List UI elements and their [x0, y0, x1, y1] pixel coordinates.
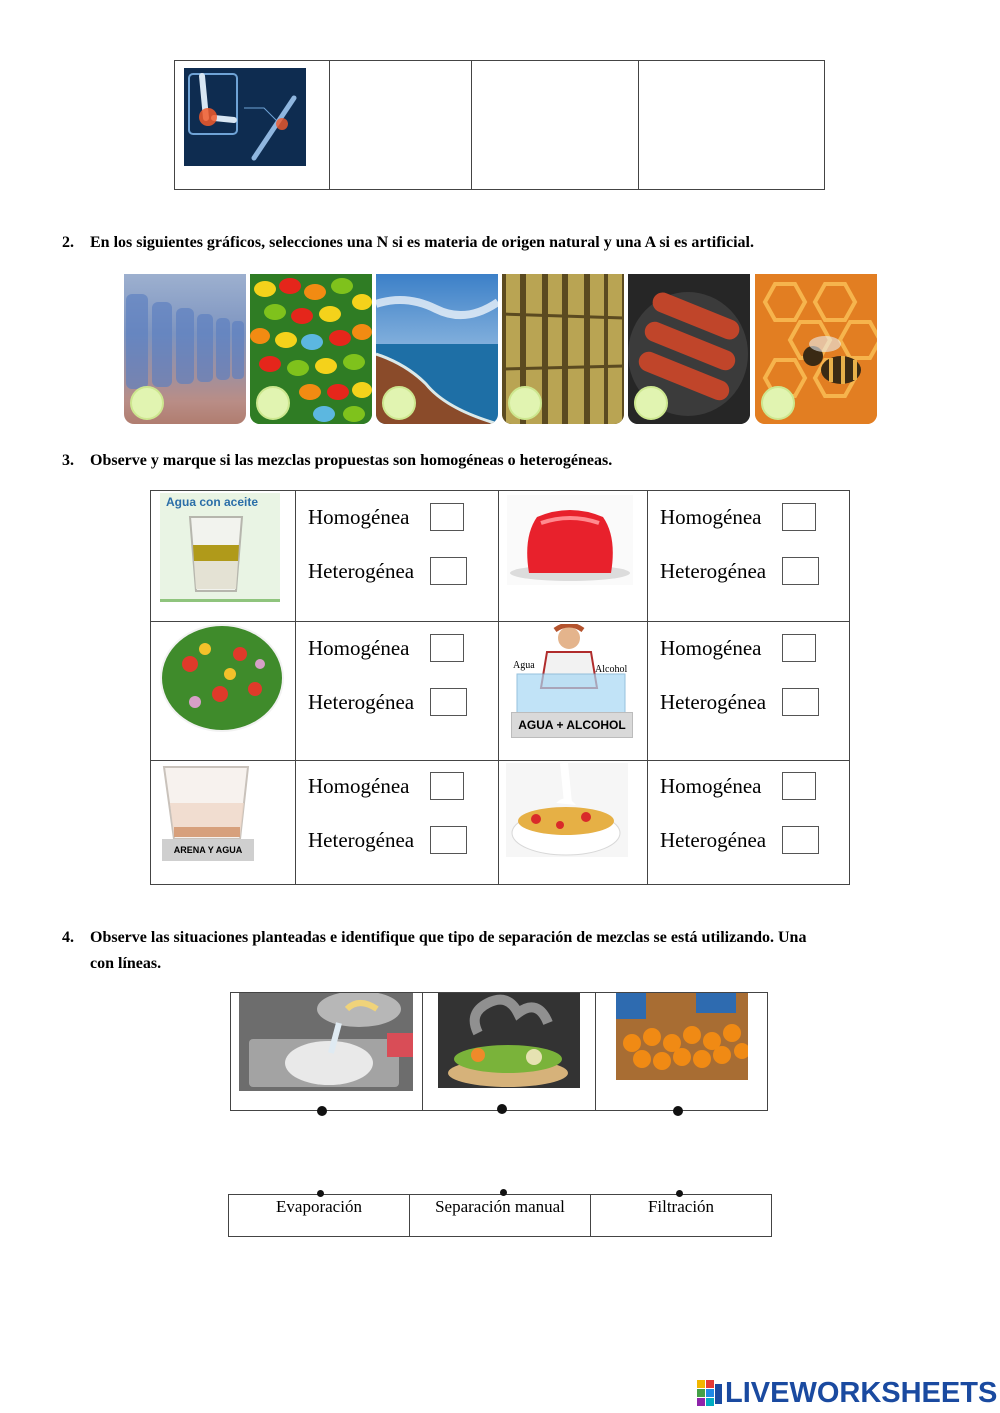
elbow-xray-image — [184, 68, 306, 166]
top-table — [174, 60, 825, 190]
water-alcohol-image — [507, 624, 637, 742]
answer-circle[interactable] — [508, 386, 542, 420]
sand-water-image — [160, 763, 256, 863]
answer-circle[interactable] — [382, 386, 416, 420]
oranges-icon — [616, 993, 748, 1080]
method-evaporacion: Evaporación — [276, 1197, 362, 1216]
cereal-icon — [506, 763, 628, 857]
match-dot-top[interactable] — [673, 1106, 683, 1116]
checkbox-heterogenea[interactable] — [782, 557, 819, 585]
mixtures-table — [150, 490, 850, 885]
liveworksheets-logo — [697, 1378, 997, 1408]
checkbox-heterogenea[interactable] — [782, 826, 819, 854]
beaker-icon — [160, 763, 256, 843]
option-homogenea-label: Homogénea — [660, 636, 762, 660]
sorting-oranges-image — [616, 993, 748, 1080]
answer-circle[interactable] — [130, 386, 164, 420]
match-dot-bottom[interactable] — [500, 1189, 507, 1196]
jello-icon — [507, 495, 633, 585]
table-cell[interactable] — [471, 61, 472, 189]
option-homogenea-label: Homogénea — [308, 774, 410, 798]
match-dot-bottom[interactable] — [317, 1190, 324, 1197]
method-separacion-manual: Separación manual — [435, 1197, 565, 1216]
sink-strainer-icon — [239, 993, 413, 1091]
oil-water-image — [160, 493, 280, 602]
answer-circle[interactable] — [256, 386, 290, 420]
steaming-vegetables-image — [438, 993, 580, 1088]
coast-image — [376, 274, 498, 424]
image-caption: Agua con aceite — [166, 495, 259, 509]
checkbox-homogenea[interactable] — [782, 772, 816, 800]
checkbox-heterogenea[interactable] — [782, 688, 819, 716]
option-homogenea-label: Homogénea — [308, 636, 410, 660]
salad-icon — [160, 624, 284, 732]
option-homogenea-label: Homogénea — [660, 505, 762, 529]
answer-circle[interactable] — [761, 386, 795, 420]
option-heterogenea-label: Heterogénea — [660, 828, 767, 852]
bee-honeycomb-image — [755, 274, 877, 424]
elbow-xray-icon — [184, 68, 306, 166]
checkbox-homogenea[interactable] — [430, 503, 464, 531]
option-homogenea-label: Homogénea — [308, 505, 410, 529]
checkbox-homogenea[interactable] — [782, 503, 816, 531]
cereal-milk-image — [506, 763, 628, 857]
checkbox-heterogenea[interactable] — [430, 688, 467, 716]
image-caption: ARENA Y AGUA — [162, 839, 254, 861]
option-heterogenea-label: Heterogénea — [660, 559, 767, 583]
checkbox-homogenea[interactable] — [782, 634, 816, 662]
glass-icon — [186, 515, 246, 595]
answer-circle[interactable] — [634, 386, 668, 420]
option-heterogenea-label: Heterogénea — [308, 559, 415, 583]
question-number: 4. — [62, 929, 74, 946]
water-bottles-image — [124, 274, 246, 424]
salad-image — [160, 624, 284, 732]
image-caption: AGUA + ALCOHOL — [511, 712, 633, 738]
table-cell[interactable] — [329, 61, 330, 189]
match-dot-bottom[interactable] — [676, 1190, 683, 1197]
question-text: Observe las situaciones planteadas e identifique que tipo de separación de mezclas se está utilizando. Una — [90, 929, 807, 946]
image-subcaption: Agua — [513, 660, 535, 671]
logo-text: LIVEWORKSHEETS — [725, 1376, 998, 1409]
option-homogenea-label: Homogénea — [660, 774, 762, 798]
match-dot-top[interactable] — [497, 1104, 507, 1114]
option-heterogenea-label: Heterogénea — [660, 690, 767, 714]
question-text: Observe y marque si las mezclas propuestas son homogéneas o heterogéneas. — [90, 452, 613, 469]
separation-images-table — [230, 992, 768, 1111]
checkbox-heterogenea[interactable] — [430, 826, 467, 854]
jelly-beans-image — [250, 274, 372, 424]
question-3 — [62, 448, 612, 474]
filtering-pasta-image — [239, 993, 413, 1091]
question-text-cont: con líneas. — [90, 955, 162, 972]
jello-image — [507, 495, 633, 585]
question-text: En los siguientes gráficos, selecciones una N si es materia de origen natural y una A si es artificial. — [90, 234, 754, 251]
question-number: 2. — [62, 234, 74, 251]
separation-methods-table — [228, 1194, 772, 1237]
bamboo-image — [502, 274, 624, 424]
checkbox-homogenea[interactable] — [430, 772, 464, 800]
match-dot-top[interactable] — [317, 1106, 327, 1116]
checkbox-homogenea[interactable] — [430, 634, 464, 662]
liveworksheets-icon — [697, 1380, 723, 1406]
question-number: 3. — [62, 452, 74, 469]
question-4 — [62, 925, 942, 977]
question-2 — [62, 230, 754, 256]
method-filtracion: Filtración — [647, 1197, 715, 1216]
steam-icon — [438, 993, 580, 1088]
checkbox-heterogenea[interactable] — [430, 557, 467, 585]
sausages-image — [628, 274, 750, 424]
table-cell[interactable] — [638, 61, 639, 189]
option-heterogenea-label: Heterogénea — [308, 828, 415, 852]
option-heterogenea-label: Heterogénea — [308, 690, 415, 714]
image-subcaption: Alcohol — [595, 664, 628, 675]
